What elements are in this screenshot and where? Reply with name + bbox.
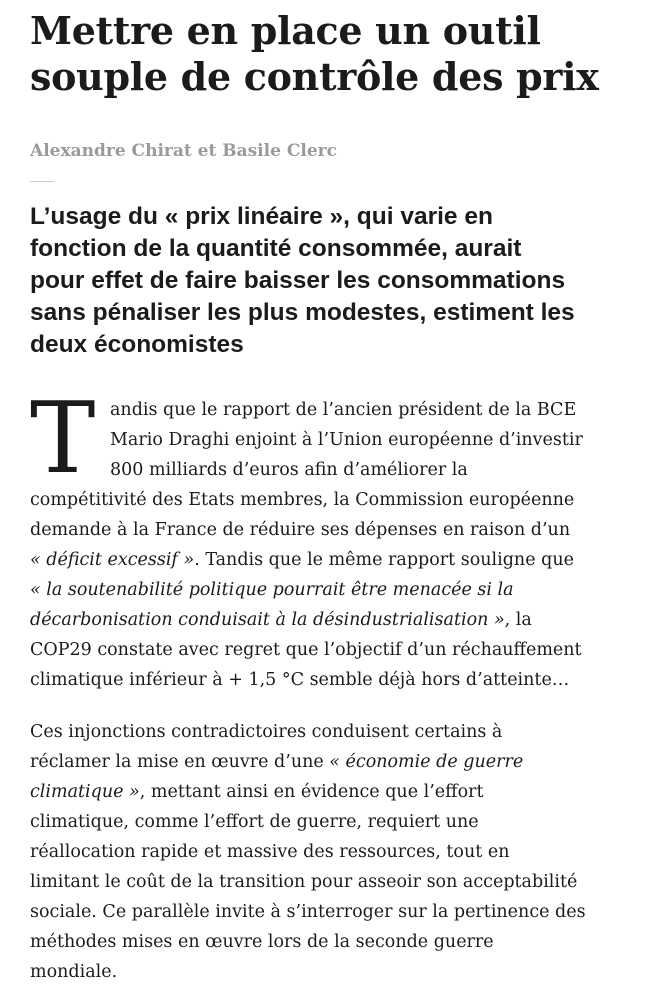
body-paragraph-1 — [30, 382, 630, 695]
divider — [30, 181, 54, 182]
text-fragment: . Tandis que le même rapport souligne que — [194, 550, 574, 570]
text-fragment: , mettant ainsi en évidence que l’effort — [139, 782, 484, 802]
standfirst-line: L’usage du « prix linéaire », qui varie en — [30, 203, 493, 230]
article-standfirst — [30, 201, 630, 361]
italic-quote: climatique » — [30, 782, 140, 802]
headline-line: Mettre en place un outil — [30, 8, 541, 53]
standfirst-line: pour effet de faire baisser les consommations — [30, 267, 566, 294]
text-line: limitant le coût de la transition pour asseoir son acceptabilité — [30, 872, 578, 892]
standfirst-line: deux économistes — [30, 331, 244, 358]
text-line: sociale. Ce parallèle invite à s’interroger sur la pertinence des — [30, 902, 586, 922]
text-line: méthodes mises en œuvre lors de la seconde guerre — [30, 932, 494, 952]
text-line — [30, 777, 630, 807]
author-byline[interactable]: Alexandre Chirat et Basile Clerc — [30, 141, 337, 161]
text-line: climatique, comme l’effort de guerre, requiert une — [30, 812, 479, 832]
text-fragment: réclamer la mise en œuvre d’une — [30, 752, 330, 772]
headline-line: souple de contrôle des prix — [30, 54, 599, 99]
text-line: mondiale. — [30, 962, 118, 982]
article-headline — [30, 8, 630, 100]
italic-quote: décarbonisation conduisait à la désindustrialisation » — [30, 610, 505, 630]
text-fragment: , la — [504, 610, 532, 630]
text-line: andis que le rapport de l’ancien président de la BCE — [110, 400, 577, 420]
text-line: COP29 constate avec regret que l’objectif d’un réchauffement — [30, 640, 582, 660]
text-line: 800 milliards d’euros afin d’améliorer la — [110, 460, 468, 480]
drop-cap: T — [30, 382, 96, 496]
italic-quote: « la soutenabilité politique pourrait être menacée si la — [30, 580, 514, 600]
text-line: Mario Draghi enjoint à l’Union européenne d’investir — [110, 430, 583, 450]
text-line — [30, 545, 630, 575]
body-paragraph-2 — [30, 717, 630, 987]
text-line: réallocation rapide et massive des ressources, tout en — [30, 842, 510, 862]
text-line — [30, 575, 630, 605]
text-line: compétitivité des Etats membres, la Commission européenne — [30, 490, 575, 510]
text-line: demande à la France de réduire ses dépenses en raison d’un — [30, 520, 571, 540]
text-line: climatique inférieur à + 1,5 °C semble déjà hors d’atteinte… — [30, 670, 570, 690]
italic-quote: « déficit excessif » — [30, 550, 195, 570]
standfirst-line: sans pénaliser les plus modestes, estiment les — [30, 299, 575, 326]
text-line — [30, 605, 630, 635]
standfirst-line: fonction de la quantité consommée, aurait — [30, 235, 522, 262]
text-line — [30, 747, 630, 777]
italic-quote: « économie de guerre — [329, 752, 524, 772]
text-line: Ces injonctions contradictoires conduisent certains à — [30, 722, 503, 742]
